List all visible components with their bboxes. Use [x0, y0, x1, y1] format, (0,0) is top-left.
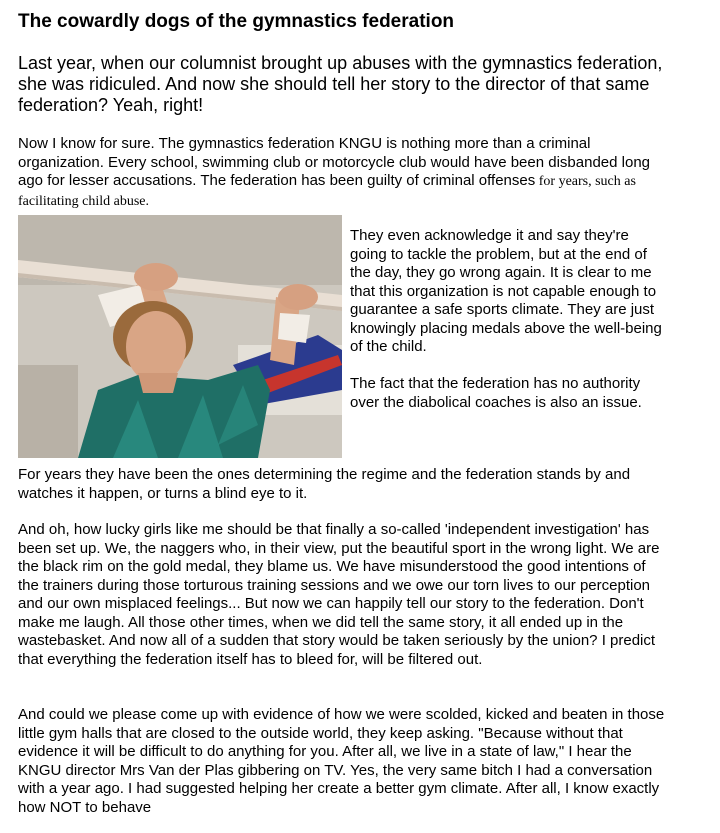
article-title: The cowardly dogs of the gymnastics federation [18, 11, 455, 32]
paragraph-1 [18, 135, 678, 211]
paragraph-1-main: Now I know for sure. The gymnastics federation KNGU is nothing more than a criminal organization. Every school, swimming club or motorcycle club would have been disbanded long ago for lesser accusations. The federation has been guilty of criminal offenses [18, 135, 651, 189]
sidebar-text [350, 227, 668, 412]
gymnast-photo-icon [18, 215, 342, 458]
gymnast-photo [18, 215, 342, 458]
paragraph-4: For years they have been the ones determining the regime and the federation stands by and watches it happen, or turns a blind eye to it. [18, 466, 631, 502]
paragraph-3: The fact that the federation has no authority over the diabolical coaches is also an issue. [350, 375, 642, 411]
paragraph-2: They even acknowledge it and say they're going to tackle the problem, but at the end of the day, they go wrong again. It is clear to me that this organization is not capable enough to guarantee a safe sports climate. They are just knowingly placing medals above the well-being of the child. [350, 227, 662, 355]
paragraph-6: And could we please come up with evidence of how we were scolded, kicked and beaten in those little gym halls that are closed to the outside world, they keep asking. "Because without that evidence it will be difficult to do anything for you. After all, we live in a state of law," I hear the KNGU director Mrs Van der Plas gibbering on TV. Yes, the very same bitch I had a conversation with a year ago. I had suggested helping her create a better gym climate. After all, I know exactly how NOT to behave [18, 706, 665, 816]
paragraph-5: And oh, how lucky girls like me should be that finally a so-called 'independent investigation' has been set up. We, the naggers who, in their view, put the beautiful sport in the wrong light. We are the black rim on the gold medal, they blame us. We have misunderstood the good intentions of the trainers during those torturous training sessions and we owe our torn lives to our perception and our own misplaced feelings... But now we can happily tell our story to the federation. Don't make me laugh. All those other times, when we did tell the same story, it all ended up in the wastebasket. And now all of a sudden that story would be taken seriously by the union? I predict that everything the federation itself has to bleed for, will be filtered out. [18, 521, 660, 668]
paragraph-1-tail: for years, such as facilitating child abuse. [18, 174, 636, 209]
article-lead: Last year, when our columnist brought up abuses with the gymnastics federation, she was ridiculed. And now she should tell her story to the director of that same federation? Yeah, right! [18, 53, 663, 115]
